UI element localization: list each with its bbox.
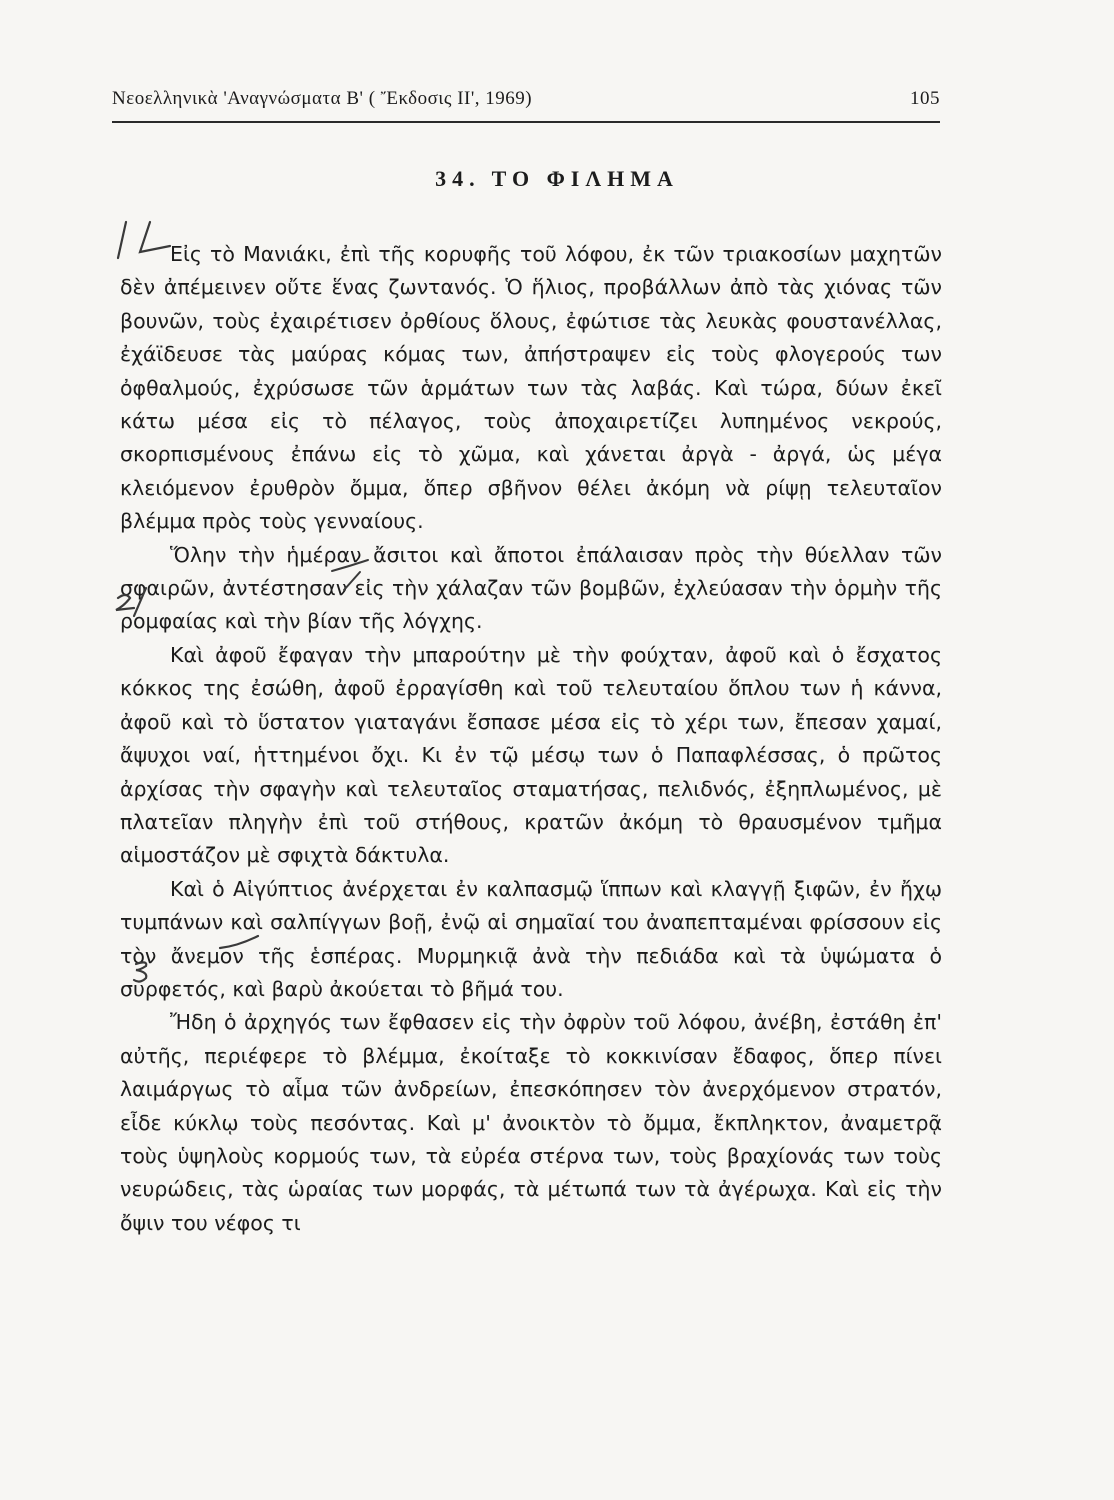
body-text <box>120 238 942 1240</box>
paragraph-3: Καὶ ἀφοῦ ἔφαγαν τὴν μπαρούτην μὲ τὴν φούχταν, ἀφοῦ καὶ ὁ ἔσχατος κόκκος της ἐσώθη, ἀφοῦ ἐρραγίσθη καὶ τοῦ τελευταίου ὅπλου των ἡ κάννα, ἀφοῦ καὶ τὸ ὕστατον γιαταγάνι ἔσπασε μέσα εἰς τὸ χέρι των, ἔπεσαν χαμαί, ἄψυχοι ναί, ἡττημένοι ὄχι. Κι ἐν τῷ μέσῳ των ὁ Παπαφλέσσας, ὁ πρῶτος ἀρχίσας τὴν σφαγὴν καὶ τελευταῖος σταματήσας, πελιδνός, ἐξηπλωμένος, μὲ πλατεῖαν πληγὴν ἐπὶ τοῦ στήθους, κρατῶν ἀκόμη τὸ θραυσμένον τμῆμα αἱμοστάζον μὲ σφιχτὰ δάκτυλα. <box>120 642 942 868</box>
paragraph-4: Καὶ ὁ Αἰγύπτιος ἀνέρχεται ἐν καλπασμῷ ἵππων καὶ κλαγγῇ ξιφῶν, ἐν ἤχῳ τυμπάνων καὶ σαλπίγγων βοῇ, ἐνῷ αἱ σημαῖαί του ἀναπεπταμέναι φρίσσουν εἰς τὸν ἄνεμον τῆς ἑσπέρας. Μυρμηκιᾷ ἀνὰ τὴν πεδιάδα καὶ τὰ ὑψώματα ὁ συρφετός, καὶ βαρὺ ἀκούεται τὸ βῆμά του. <box>120 876 942 1001</box>
paragraph-5: Ἤδη ὁ ἀρχηγός των ἔφθασεν εἰς τὴν ὀφρὺν τοῦ λόφου, ἀνέβη, ἐστάθη ἐπ' αὐτῆς, περιέφερε τὸ βλέμμα, ἐκοίταξε τὸ κοκκινίσαν ἔδαφος, ὅπερ πίνει λαιμάργως τὸ αἷμα τῶν ἀνδρείων, ἐπεσκόπησεν τὸν ἀνερχόμενον στρατόν, εἶδε κύκλῳ τοὺς πεσόντας. Καὶ μ' ἀνοικτὸν τὸ ὄμμα, ἔκπληκτον, ἀναμετρᾷ τοὺς ὑψηλοὺς κορμούς των, τὰ εὐρέα στέρνα των, τοὺς βραχίονάς των τοὺς νευρώδεις, τὰς ὡραίας των μορφάς, τὰ μέτωπά των τὰ ἀγέρωχα. Καὶ εἰς τὴν ὄψιν του νέφος τι <box>120 1010 942 1235</box>
running-title: Νεοελληνικὰ 'Αναγνώσματα Β' ( Ἔκδοσις ΙΙ', 1969) <box>112 88 533 109</box>
header-rule <box>112 121 940 123</box>
page-number: 105 <box>910 88 940 109</box>
chapter-title: 34. ΤΟ ΦΙΛΗΜΑ <box>435 166 679 191</box>
running-head <box>112 88 940 120</box>
paragraph-2: Ὅλην τὴν ἡμέραν ἄσιτοι καὶ ἄποτοι ἐπάλαισαν πρὸς τὴν θύελλαν τῶν σφαιρῶν, ἀντέστησαν εἰς τὴν χάλαζαν τῶν βομβῶν, ἐχλεύασαν τὴν ὁρμὴν τῆς ρομφαίας καὶ τὴν βίαν τῆς λόγχης. <box>120 542 942 634</box>
paragraph-1: Εἰς τὸ Μανιάκι, ἐπὶ τῆς κορυφῆς τοῦ λόφου, ἐκ τῶν τριακοσίων μαχητῶν δὲν ἀπέμεινεν οὔτε ἕνας ζωντανός. Ὁ ἥλιος, προβάλλων ἀπὸ τὰς χιόνας τῶν βουνῶν, τοὺς ἐχαιρέτισεν ὀρθίους ὅλους, ἐφώτισε τὰς λευκὰς φουστανέλλας, ἐχάϊδευσε τὰς μαύρας κόμας των, ἀπήστραψεν εἰς τοὺς φλογερούς των ὀφθαλμούς, ἐχρύσωσε τῶν ἁρμάτων των τὰς λαβάς. Καὶ τώρα, δύων ἐκεῖ κάτω μέσα εἰς τὸ πέλαγος, τοὺς ἀποχαιρετίζει λυπημένος νεκρούς, σκορπισμένους ἐπάνω εἰς τὸ χῶμα, καὶ χάνεται ἀργὰ - ἀργά, ὡς μέγα κλειόμενον ἐρυθρὸν ὄμμα, ὅπερ σβῆνον θέλει ἀκόμη νὰ ρίψῃ τελευταῖον βλέμμα πρὸς τοὺς γενναίους. <box>120 242 942 534</box>
